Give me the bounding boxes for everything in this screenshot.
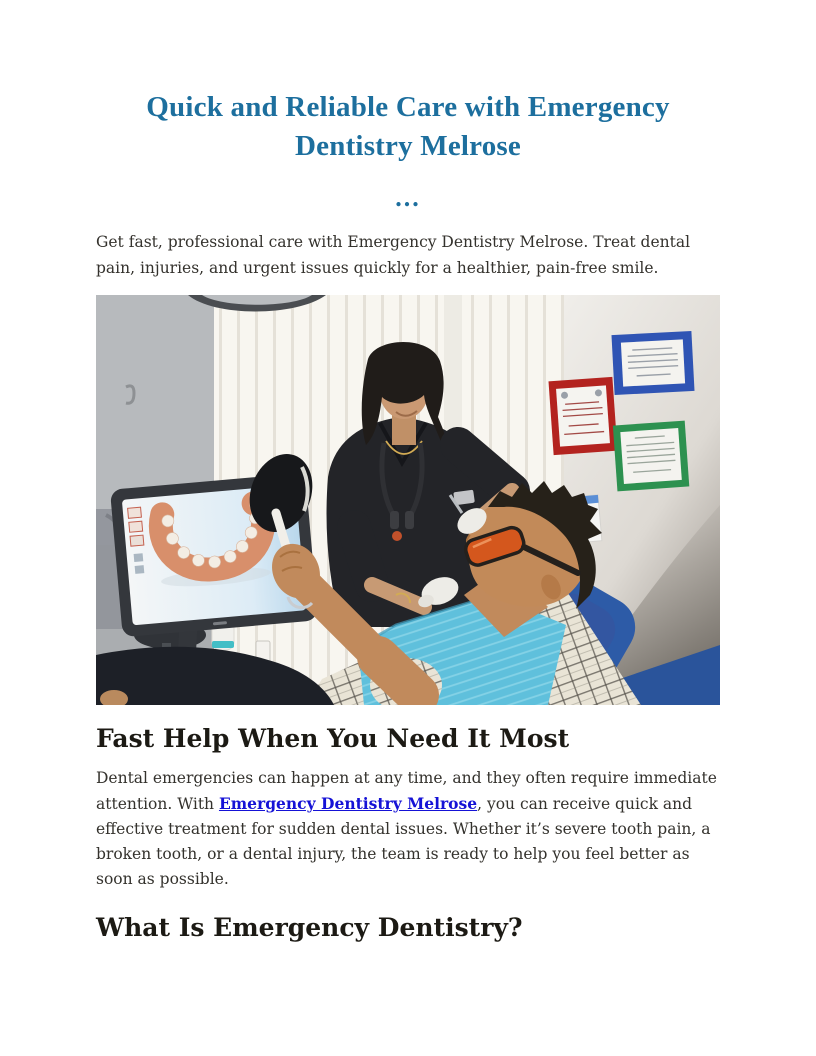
section2-heading: What Is Emergency Dentistry?: [96, 913, 523, 942]
page-title: [96, 88, 720, 166]
page-title-line2: Dentistry Melrose: [295, 130, 521, 162]
section1-heading: Fast Help When You Need It Most: [96, 724, 570, 753]
page-title-line1: Quick and Reliable Care with Emergency: [146, 91, 670, 123]
intro-paragraph: Get fast, professional care with Emergency Dentistry Melrose. Treat dental pain, injuries, and urgent issues quickly for a healthier, pain-free smile.: [96, 233, 691, 277]
section1-paragraph: [96, 766, 720, 892]
section1-text-before: Dental emergencies can happen at any time, and they often require immediate attention. With: [96, 769, 717, 813]
red-frame: [548, 377, 617, 455]
section1-text-after: , you can receive quick and effective treatment for sudden dental issues. Whether it’s severe tooth pain, a broken tooth, or a dental injury, the team is ready to help you feel better as soon as possible.: [96, 795, 711, 888]
dental-clinic-photo: [96, 295, 720, 705]
dots-separator: ...: [395, 183, 421, 212]
article-content: [96, 0, 720, 943]
hero-photo: [96, 295, 720, 705]
green-frame: [613, 421, 689, 492]
emergency-dentistry-link[interactable]: Emergency Dentistry Melrose: [218, 794, 478, 813]
blue-frame: [611, 331, 694, 395]
